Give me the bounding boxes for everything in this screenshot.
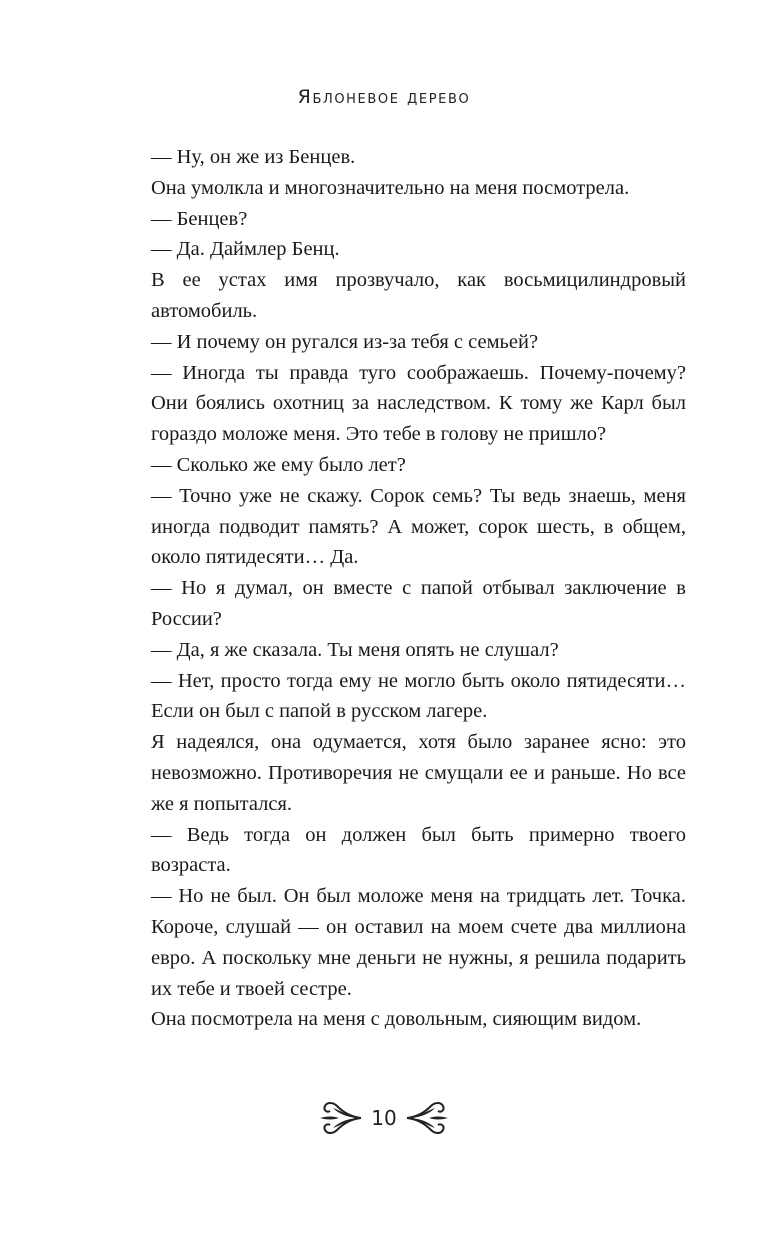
paragraph: — Бенцев? [151, 207, 248, 230]
paragraph: — Да, я же сказала. Ты меня опять не слушал? [151, 638, 559, 661]
paragraph: Я надеялся, она одумается, хотя было заранее ясно: это невозможно. Противоречия не смущали ее и раньше. Но все же я попытался. [151, 731, 686, 815]
paragraph: Она умолкла и многозначительно на меня посмотрела. [151, 176, 630, 199]
paragraph: — Иногда ты правда туго соображаешь. Почему-почему? Они боялись охотниц за наследством. К тому же Карл был гораздо моложе меня. Это тебе в голову не пришло? [151, 361, 686, 446]
body-text [151, 142, 686, 1035]
running-head: Яблоневое дерево [297, 86, 471, 108]
flourish-right-icon [405, 1100, 451, 1136]
paragraph: В ее устах имя прозвучало, как восьмицилиндровый автомобиль. [151, 269, 686, 322]
paragraph: Она посмотрела на меня с довольным, сияющим видом. [151, 1008, 642, 1031]
paragraph: — И почему он ругался из-за тебя с семьей? [151, 330, 539, 353]
page-number: 10 [371, 1106, 397, 1130]
paragraph: — Нет, просто тогда ему не могло быть около пятидесяти… Если он был с папой в русском лагере. [151, 669, 686, 723]
flourish-left-icon [317, 1100, 363, 1136]
paragraph: — Сколько же ему было лет? [151, 453, 406, 476]
paragraph: — Ведь тогда он должен был быть примерно твоего возраста. [151, 823, 686, 877]
paragraph: — Точно уже не скажу. Сорок семь? Ты ведь знаешь, меня иногда подводит память? А может, сорок шесть, в общем, около пятидесяти… Да. [151, 484, 686, 569]
folio [0, 1098, 768, 1138]
paragraph: — Ну, он же из Бенцев. [151, 146, 356, 168]
paragraph: — Но не был. Он был моложе меня на тридцать лет. Точка. Короче, слушай — он оставил на моем счете два миллиона евро. А поскольку мне деньги не нужны, я решила подарить их тебе и твоей сестре. [151, 885, 686, 1000]
paragraph: — Но я думал, он вместе с папой отбывал заключение в России? [151, 577, 686, 630]
paragraph: — Да. Даймлер Бенц. [151, 238, 340, 261]
